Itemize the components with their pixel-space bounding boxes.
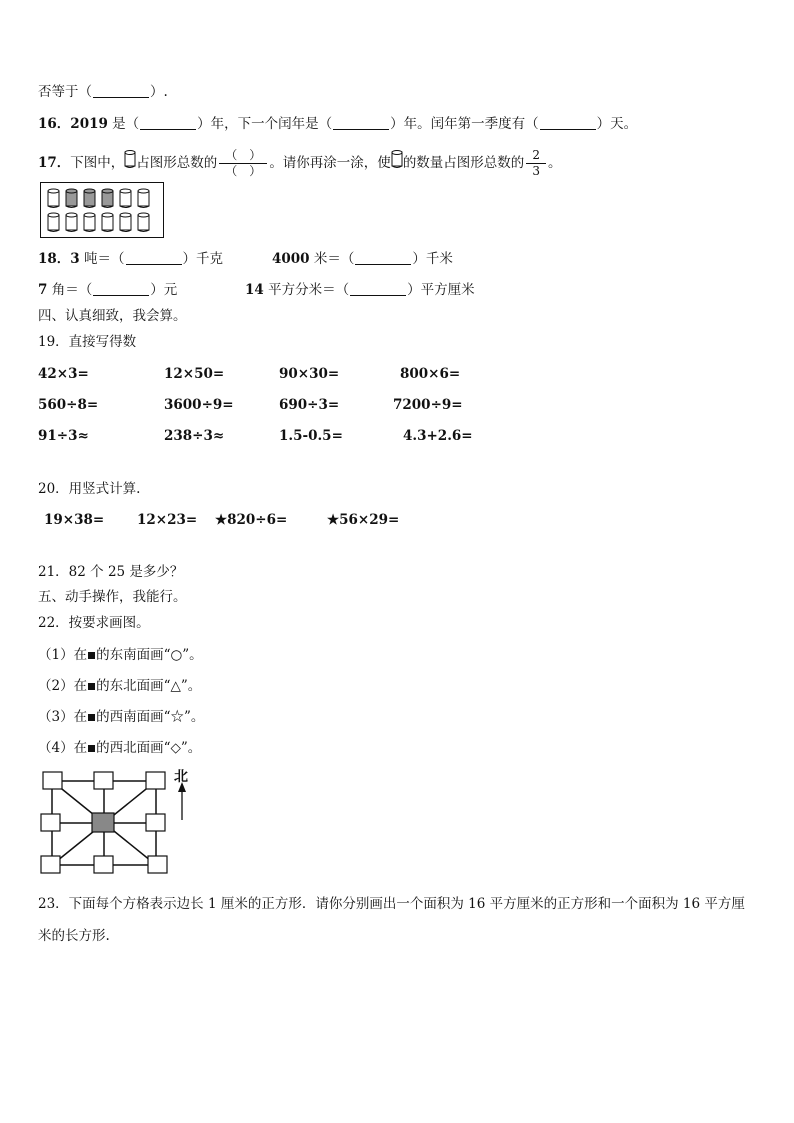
vertical-calc-item: ★820÷6=	[215, 512, 288, 528]
cylinder-icon	[124, 149, 136, 179]
question-22-title: 22．按要求画图。	[38, 615, 150, 631]
q15-tail: 否等于（ ）.	[38, 84, 168, 100]
filled-square-icon	[88, 714, 95, 721]
section-4-heading: 四、认真细致，我会算。	[38, 308, 187, 324]
filled-square-icon	[88, 683, 95, 690]
instruction-item: （2）在 的东北面画“△”。	[38, 678, 202, 694]
filled-square-icon	[88, 745, 95, 752]
calc-item: 3600÷9=	[164, 397, 234, 413]
calc-item: 800×6=	[400, 366, 461, 382]
answer-blank[interactable]	[126, 251, 182, 265]
cylinder-shape[interactable]	[138, 213, 149, 232]
cylinder-shape[interactable]	[84, 189, 95, 208]
cylinder-figure[interactable]	[40, 182, 164, 238]
cylinder-shape[interactable]	[66, 189, 77, 208]
question-17: 17．下图中， 占图形总数的 $\frac{( )}{( )}$ 。请你再涂一涂，使 的数量占图形总数的 $\frac{2}{3}$ 。	[38, 148, 562, 178]
cylinder-shape[interactable]	[84, 213, 95, 232]
north-label: 北	[174, 769, 188, 785]
cylinder-shape[interactable]	[66, 213, 77, 232]
instruction-item: （3）在 的西南面画“☆”。	[38, 709, 205, 725]
question-18-row2b: 14 平方分米＝（ ）平方厘米	[245, 282, 475, 298]
cylinder-shape[interactable]	[48, 213, 59, 232]
question-18-row1b: 4000 米＝（ ）千米	[272, 251, 453, 267]
calc-item: 90×30=	[279, 366, 340, 382]
question-23-line1: 23．下面每个方格表示边长 1 厘米的正方形．请你分别画出一个面积为 16 平方厘米的正方形和一个面积为 16 平方厘	[38, 896, 745, 912]
calc-item: 91÷3≈	[38, 428, 89, 444]
grid-cell-w	[41, 814, 60, 831]
question-19-title: 19．直接写得数	[38, 334, 137, 350]
vertical-calc-item: ★56×29=	[327, 512, 400, 528]
answer-blank[interactable]	[355, 251, 411, 265]
filled-square-icon	[88, 652, 95, 659]
grid-cell-sw	[41, 856, 60, 873]
question-23-line2: 米的长方形.	[38, 928, 110, 944]
answer-blank[interactable]	[350, 282, 406, 296]
cylinder-shape[interactable]	[120, 213, 131, 232]
instruction-item: （4）在 的西北面画“◇”。	[38, 740, 202, 756]
grid-cell-e	[146, 814, 165, 831]
cylinder-icon	[391, 149, 403, 179]
calc-item: 690÷3=	[279, 397, 340, 413]
calc-item: 7200÷9=	[393, 397, 463, 413]
cylinder-shape[interactable]	[102, 213, 113, 232]
cylinder-shape[interactable]	[48, 189, 59, 208]
calc-item: 12×50=	[164, 366, 225, 382]
answer-blank[interactable]	[540, 116, 596, 130]
cylinder-shape[interactable]	[138, 189, 149, 208]
answer-blank[interactable]	[93, 282, 149, 296]
grid-cell-n	[94, 772, 113, 789]
calc-item: 4.3+2.6=	[403, 428, 473, 444]
grid-cell-s	[94, 856, 113, 873]
question-16: 16．2019 是（ ）年，下一个闰年是（ ）年。闰年第一季度有（ ）天。	[38, 116, 638, 132]
fraction-blank[interactable]: $\frac{( )}{( )}$	[219, 148, 267, 179]
cylinder-shape[interactable]	[120, 189, 131, 208]
instruction-item: （1）在 的东南面画“○”。	[38, 647, 203, 663]
calc-item: 238÷3≈	[164, 428, 225, 444]
cylinder-shape[interactable]	[102, 189, 113, 208]
grid-cell-nw	[43, 772, 62, 789]
question-21: 21．82 个 25 是多少？	[38, 564, 184, 580]
calc-item: 1.5-0.5=	[279, 428, 343, 444]
vertical-calc-item: 12×23=	[137, 512, 198, 528]
answer-blank[interactable]	[93, 84, 149, 98]
vertical-calc-item: 19×38=	[44, 512, 105, 528]
answer-blank[interactable]	[140, 116, 196, 130]
grid-cell-ne	[146, 772, 165, 789]
question-18-row2a: 7 角＝（ ）元	[38, 282, 178, 298]
calc-item: 560÷8=	[38, 397, 99, 413]
question-18-row1a: 18．3 吨＝（ ）千克	[38, 251, 223, 267]
section-5-heading: 五、动手操作，我能行。	[38, 589, 187, 605]
question-20-title: 20．用竖式计算.	[38, 481, 141, 497]
center-shaded-square	[92, 813, 114, 832]
answer-blank[interactable]	[333, 116, 389, 130]
fraction-two-thirds: $\frac{2}{3}$	[526, 148, 546, 179]
grid-cell-se	[148, 856, 167, 873]
calc-item: 42×3=	[38, 366, 89, 382]
